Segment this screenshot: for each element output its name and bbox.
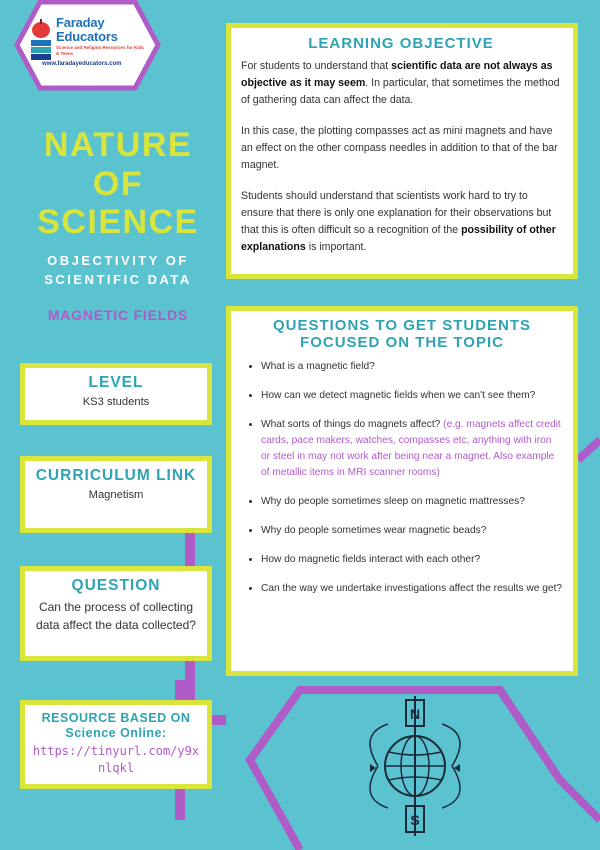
list-item bbox=[261, 388, 563, 404]
list-item bbox=[261, 417, 563, 481]
questions-box bbox=[226, 306, 578, 676]
questions-list bbox=[241, 359, 563, 597]
learning-objective-paragraph-1 bbox=[241, 58, 561, 109]
logo-title: Faraday Educators bbox=[56, 15, 118, 44]
curriculum-link-heading: CURRICULUM LINK bbox=[35, 467, 197, 484]
resource-heading: RESOURCE BASED ON Science Online: bbox=[41, 711, 191, 740]
subtitle-line-2: SCIENTIFIC DATA bbox=[44, 272, 192, 287]
title-line-3: SCIENCE bbox=[37, 203, 199, 241]
learning-objective-box bbox=[226, 23, 578, 279]
list-item bbox=[261, 359, 563, 375]
lo-p1-start: For students to understand that bbox=[241, 60, 392, 72]
faraday-educators-logo[interactable] bbox=[22, 14, 148, 76]
curriculum-link-value: Magnetism bbox=[88, 489, 144, 501]
questions-heading: QUESTIONS TO GET STUDENTS FOCUSED ON THE TOPIC bbox=[272, 317, 532, 351]
title-line-2: OF bbox=[92, 165, 144, 203]
question-text: How can we detect magnetic fields when we can't see them? bbox=[261, 390, 536, 401]
question-example-note: (e.g. magnets affect credit cards, pace makers, watches, compasses etc, anything with iron or steel in may not work after being near a magnet. Also example of metallic items in MRI scanner rooms) bbox=[261, 419, 561, 478]
logo-tagline: Science and Religion Resources for Kids & Teens bbox=[56, 45, 144, 56]
question-text: Why do people sometimes sleep on magnetic mattresses? bbox=[261, 496, 525, 507]
question-value: Can the process of collecting data affect the data collected? bbox=[36, 600, 196, 632]
question-text: How do magnetic fields interact with each other? bbox=[261, 554, 481, 565]
topic-label: MAGNETIC FIELDS bbox=[47, 307, 189, 323]
question-text: What sorts of things do magnets affect? bbox=[261, 419, 441, 430]
lo-p1-end: . In particular, that sometimes the method of gathering data can affect the data. bbox=[241, 77, 560, 106]
lo-p1-bold: scientific data are not always as objective as it may seem bbox=[241, 60, 553, 89]
level-heading: LEVEL bbox=[88, 374, 144, 391]
question-heading: QUESTION bbox=[71, 577, 161, 594]
question-box bbox=[20, 566, 212, 661]
lo-p3-start: Students should understand that scientists work hard to try to ensure that there is only one explanation for their observations but that this is often difficult so a recognition of the bbox=[241, 190, 552, 236]
lo-p3-end: is important. bbox=[305, 241, 367, 253]
level-value: KS3 students bbox=[82, 396, 150, 408]
question-text: Can the way we undertake investigations affect the results we get? bbox=[261, 583, 563, 594]
learning-objective-paragraph-2: In this case, the plotting compasses act as mini magnets and have an effect on the other compass needles in addition to that of the bar magnet. bbox=[241, 125, 558, 171]
level-box bbox=[20, 363, 212, 425]
list-item bbox=[261, 581, 563, 597]
magnetic-globe-icon bbox=[348, 694, 482, 838]
compass-north-label: N bbox=[409, 706, 421, 722]
question-text: What is a magnetic field? bbox=[261, 361, 375, 372]
list-item bbox=[261, 552, 563, 568]
question-text: Why do people sometimes wear magnetic beads? bbox=[261, 525, 487, 536]
resource-box bbox=[20, 700, 212, 789]
subtitle-line-1: OBJECTIVITY OF bbox=[47, 253, 189, 268]
list-item bbox=[261, 523, 563, 539]
list-item bbox=[261, 494, 563, 510]
learning-objective-paragraph-3 bbox=[241, 188, 561, 256]
logo-url: www.faradayeducators.com bbox=[42, 61, 122, 67]
lo-p3-bold: possibility of other explanations bbox=[241, 224, 556, 253]
resource-link[interactable]: https://tinyurl.com/y9xnlqkl bbox=[32, 744, 200, 775]
learning-objective-heading: LEARNING OBJECTIVE bbox=[308, 35, 494, 52]
title-line-1: NATURE bbox=[43, 126, 193, 164]
apple-books-icon bbox=[28, 18, 54, 66]
curriculum-link-box bbox=[20, 456, 212, 533]
compass-south-label: S bbox=[410, 812, 420, 828]
